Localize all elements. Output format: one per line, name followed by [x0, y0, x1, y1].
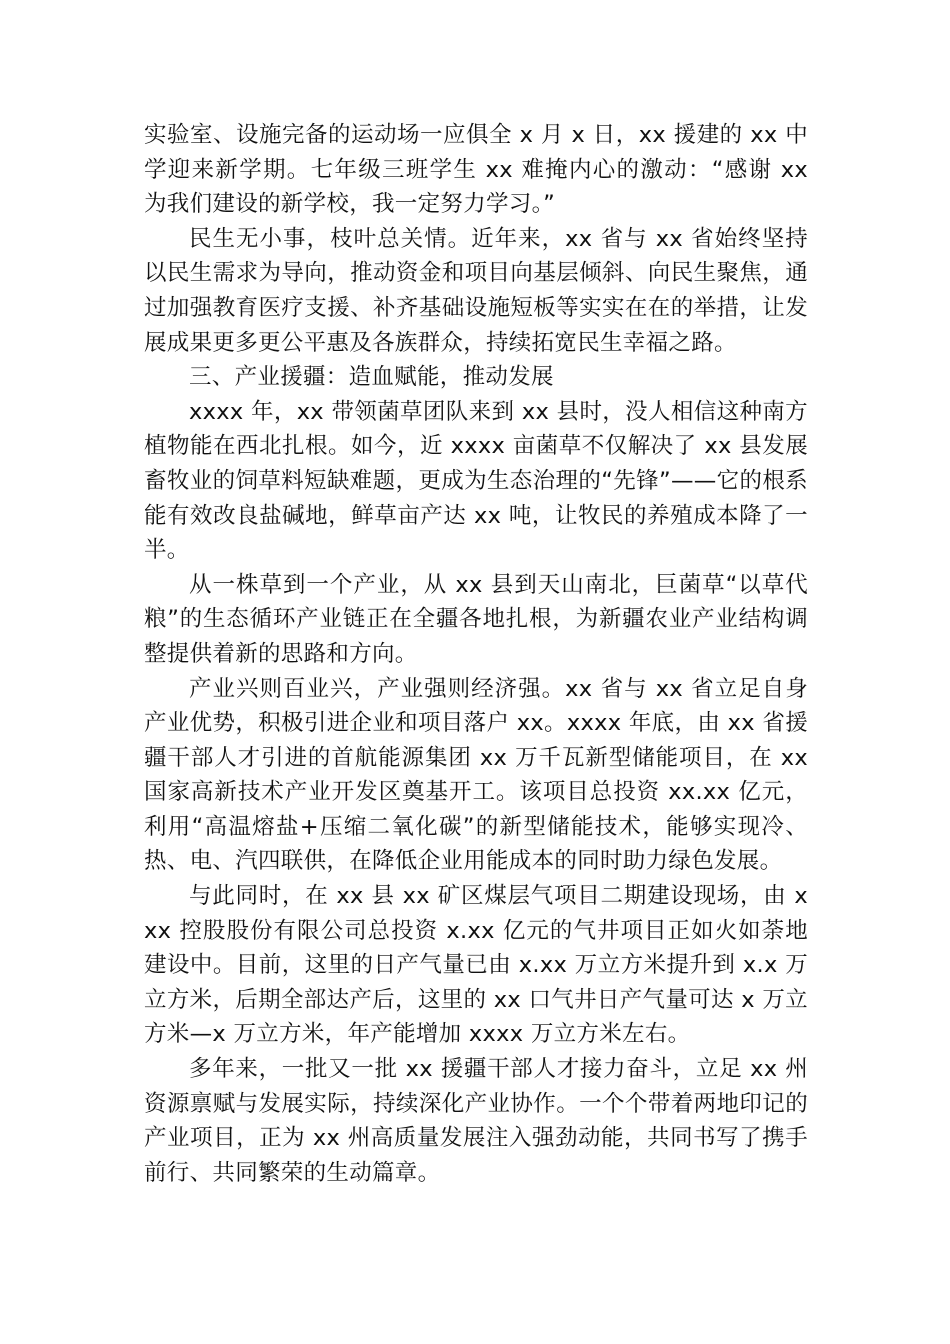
paragraph-industry-chain: 从一株草到一个产业，从 xx 县到天山南北，巨菌草“以草代粮”的生态循环产业链正在全疆各地扎根，为新疆农业产业结构调整提供着新的思路和方向。	[144, 571, 808, 667]
paragraph-energy-storage: 产业兴则百业兴，产业强则经济强。xx 省与 xx 省立足自身产业优势，积极引进企业和项目落户 xx。xxxx 年底，由 xx 省援疆干部人才引进的首航能源集团 xx 万千瓦新型储能项目，在 xx 国家高新技术产业开发区奠基开工。该项目总投资 xx.xx 亿元，利用“高温熔盐+压缩二氧化碳”的新型储能技术，能够实现冷、热、电、汽四联供，在降低企业用能成本的同时助力绿色发展。	[144, 675, 808, 875]
paragraph-school-opening: 实验室、设施完备的运动场一应俱全 x 月 x 日，xx 援建的 xx 中学迎来新学期。七年级三班学生 xx 难掩内心的激动：“感谢 xx 为我们建设的新学校，我一定努力学习。”	[144, 122, 808, 218]
paragraph-livelihood: 民生无小事，枝叶总关情。近年来，xx 省与 xx 省始终坚持以民生需求为导向，推动资金和项目向基层倾斜、向民生聚焦，通过加强教育医疗支援、补齐基础设施短板等实实在在的举措，让发展成果更多更公平惠及各族群众，持续拓宽民生幸福之路。	[144, 225, 808, 356]
paragraph-coalbed-gas: 与此同时，在 xx 县 xx 矿区煤层气项目二期建设现场，由 xxx 控股股份有限公司总投资 x.xx 亿元的气井项目正如火如荼地建设中。目前，这里的日产气量已由 x.xx 万立方米提升到 x.x 万立方米，后期全部达产后，这里的 xx 口气井日产气量可达 x 万立方米—x 万立方米，年产能增加 xxxx 万立方米左右。	[144, 883, 808, 1048]
paragraph-juncao-grass: xxxx 年，xx 带领菌草团队来到 xx 县时，没人相信这种南方植物能在西北扎根。如今，近 xxxx 亩菌草不仅解决了 xx 县发展畜牧业的饲草料短缺难题，更成为生态治理的“先锋”——它的根系能有效改良盐碱地，鲜草亩产达 xx 吨，让牧民的养殖成本降了一半。	[144, 398, 808, 564]
section-heading-industry: 三、产业援疆：造血赋能，推动发展	[189, 364, 554, 391]
document-body	[144, 118, 808, 1190]
paragraph-cadres: 多年来，一批又一批 xx 援疆干部人才接力奋斗，立足 xx 州资源禀赋与发展实际，持续深化产业协作。一个个带着两地印记的产业项目，正为 xx 州高质量发展注入强劲动能，共同书写了携手前行、共同繁荣的生动篇章。	[144, 1056, 808, 1186]
